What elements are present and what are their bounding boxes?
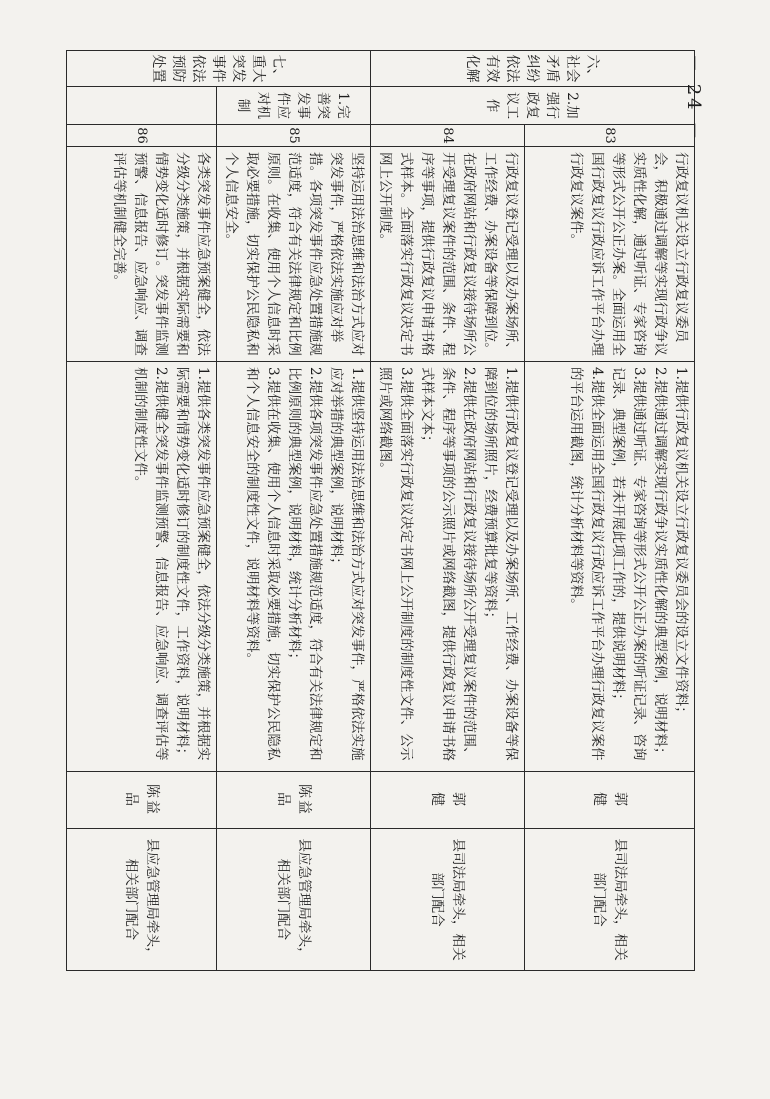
category-cell: 六、社会矛盾纠纷依法有效化解 xyxy=(371,51,695,87)
evidence-line: 1.提供行政复议登记受理以及办案场所、工作经费、办案设备等保障到位的场所照片，经费预算批复等资料； xyxy=(482,367,519,761)
rotated-table-page xyxy=(75,50,695,970)
task-cell: 各类突发事件应急预案健全，依法分级分类施策，并根据实际需要和情势变化适时修订。突发事件监测预警、信息报告、应急响应、调查评估等机制健全完善。 xyxy=(67,147,217,362)
task-cell: 行政复议机关设立行政复议委员会，积极通过调解等实现行政争议实质性化解，通过听证、专家咨询等形式公开公正办案。全面运用全国行政复议行政应诉工作平台办理行政复议案件。 xyxy=(525,147,695,362)
item-number: 84 xyxy=(371,125,525,147)
evidence-line: 1.提供各类突发事件应急预案健全，依法分级分类施策，并根据实际需要和情势变化适时修订的制度性文件，工作资料，说明材料； xyxy=(174,367,211,762)
subcategory-cell: 1.完善突发事件应对机制 xyxy=(217,87,371,125)
evidence-line: 1.提供坚持运用法治思维和法治方式应对突发事件，严格依法实施应对举措的典型案例，说明材料； xyxy=(328,367,365,761)
evidence-line: 2.提供各项突发事件应急处置措施规范适度，符合有关法律规定和比例原则的典型案例，说明材料，统计分析材料； xyxy=(286,367,323,761)
evidence-line: 1.提供行政复议机关设立行政复议委员会的设立文件资料； xyxy=(673,367,689,720)
evidence-cell xyxy=(371,362,525,772)
owner-cell: 陈益品 xyxy=(217,772,371,829)
subcategory-cell: 2.加强行政复议工作 xyxy=(371,87,695,125)
evidence-line: 3.提供通过听证、专家咨询等形式公开公正办案的听证记录、咨询记录、典型案例，若未开展此项工作的，提供说明材料； xyxy=(610,367,647,761)
department-cell: 县司法局牵头，相关部门配合 xyxy=(371,829,525,971)
evidence-line: 4.提供全面运用全国行政复议行政应诉工作平台办理行政复议案件的平台运用截图，统计分析材料等资料。 xyxy=(568,367,605,761)
department-cell: 县司法局牵头，相关部门配合 xyxy=(525,829,695,971)
evidence-line: 3.提供在收集、使用个人信息时采取必要措施，切实保护公民隐私和个人信息安全的制度性文件，说明材料等资料。 xyxy=(244,367,281,761)
evidence-line: 2.提供通过调解实现行政争议实质性化解的典型案例，说明材料； xyxy=(652,367,668,761)
task-cell: 坚持运用法治思维和法治方式应对突发事件，严格依法实施应对举措。各项突发事件应急处置措施规范适度，符合有关法律规定和比例原则。在收集、使用个人信息时采取必要措施，切实保护公民隐私和个人信息安全。 xyxy=(217,147,371,362)
item-number: 83 xyxy=(525,125,695,147)
evidence-cell xyxy=(67,362,217,772)
category-cell: 七、重大突发事件依法预防处置 xyxy=(67,51,371,87)
table-row xyxy=(525,51,695,971)
assessment-table xyxy=(66,50,695,971)
owner-cell: 郭 健 xyxy=(371,772,525,829)
table-row xyxy=(217,51,371,971)
evidence-line: 2.提供在政府网站和行政复议接待场所公开受理复议案件的范围、条件、程序等事项的公示照片或网络截图，提供行政复议申请书格式样本文本； xyxy=(419,367,477,762)
item-number: 86 xyxy=(67,125,217,147)
table-row xyxy=(67,51,217,971)
owner-cell: 郭 健 xyxy=(525,772,695,829)
subcategory-cell xyxy=(67,87,217,125)
department-cell: 县应急管理局牵头，相关部门配合 xyxy=(67,829,217,971)
item-number: 85 xyxy=(217,125,371,147)
evidence-cell xyxy=(217,362,371,772)
owner-cell: 陈益品 xyxy=(67,772,217,829)
evidence-cell xyxy=(525,362,695,772)
table-row xyxy=(371,51,525,971)
task-cell: 行政复议登记受理以及办案场所、工作经费、办案设备等保障到位。在政府网站和行政复议接待场所公开受理复议案件的范围、条件、程序等事项，提供行政复议申请书格式样本。全面落实行政复议决定书网上公开制度。 xyxy=(371,147,525,362)
evidence-line: 3.提供全面落实行政复议决定书网上公开制度的制度性文件、公示照片或网络截图。 xyxy=(377,367,414,761)
page-number: － 24 － xyxy=(683,54,704,143)
evidence-line: 2.提供健全突发事件监测预警、信息报告、应急响应、调查评估等机制的制度性文件。 xyxy=(132,367,169,761)
department-cell: 县应急管理局牵头，相关部门配合 xyxy=(217,829,371,971)
